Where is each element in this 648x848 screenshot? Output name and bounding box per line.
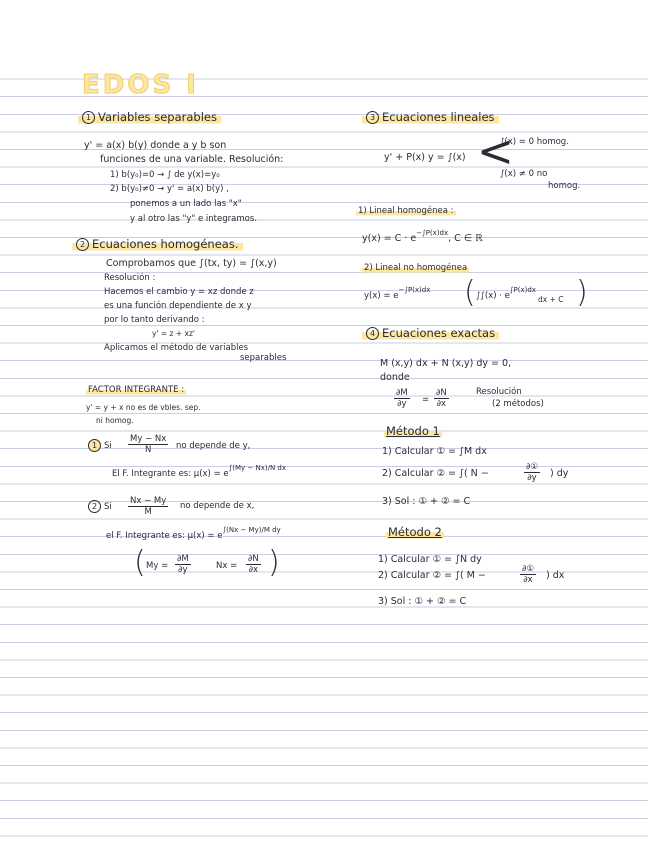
s4-frac-dn: $\frac{\partial N}{\partial x}$ xyxy=(436,388,447,409)
s2-line-8: separables xyxy=(240,353,287,363)
fi-legend-close-paren: ) xyxy=(268,545,280,580)
s2-line-1: Comprobamos que ∫(tx, ty) = ∫(x,y) xyxy=(106,258,277,269)
fi-legend-open-paren: ( xyxy=(134,545,146,580)
s3-h2-eq: $y(x) = e^{-\int P(x)dx}$ xyxy=(364,286,431,301)
fi-case-1-frac-den: N xyxy=(144,445,152,455)
s1-line-2: funciones de una variable. Resolución: xyxy=(100,154,284,165)
s2-line-4: es una función dependiente de x y xyxy=(104,301,252,311)
section-4-number: 4 xyxy=(366,327,379,340)
s3-h2-tail: dx + C xyxy=(538,295,564,304)
fi-case-2 xyxy=(88,500,112,513)
s2-line-7: Aplicamos el método de variables xyxy=(104,343,249,353)
fi-heading: FACTOR INTEGRANTE : xyxy=(88,385,185,395)
fi-line-2: ni homog. xyxy=(96,416,134,425)
s4-m1-step-2-tail: ) dy xyxy=(550,468,569,479)
s4-m2-step-2-frac: ∂① ∂x xyxy=(522,564,535,585)
s4-m1-step-3: 3) Sol : ① + ② = C xyxy=(382,496,471,507)
top-margin xyxy=(0,0,648,64)
s4-m2-step-1: 1) Calcular ① = ∫N dy xyxy=(378,554,482,565)
s2-line-6: y' = z + xz' xyxy=(152,329,195,338)
fi-legend-nx-frac: $\frac{\partial N}{\partial x}$ xyxy=(248,554,259,575)
fi-case-1 xyxy=(88,439,112,452)
s4-m1-step-2-frac: ∂① ∂y xyxy=(526,462,539,483)
s3-h2-inner: $\int\int(x) \cdot e^{\int P(x)dx}$ xyxy=(476,286,536,301)
s4-m1-step-1: 1) Calcular ① = ∫M dx xyxy=(382,446,487,457)
fi-case-2-tail: no depende de x, xyxy=(180,501,255,511)
s4-m2-step-2: 2) Calcular ② = ∫( M − xyxy=(378,570,486,581)
section-4-heading xyxy=(362,325,499,341)
s4-m1-step-2: 2) Calcular ② = ∫( N − xyxy=(382,468,489,479)
fi-case-1-result: El F. Integrante es: $\mu(x) = e^{\int(My - Nx)/N dx}$ xyxy=(112,464,287,479)
section-1-number: 1 xyxy=(82,111,95,124)
fi-case-2-frac-num: Nx − My xyxy=(130,496,167,506)
s3-equation: y' + P(x) y = ∫(x) xyxy=(384,152,466,163)
fi-case-1-frac-num: My − Nx xyxy=(130,434,167,444)
s2-line-3: Hacemos el cambio y = xz donde z xyxy=(104,287,254,297)
s3-h1-eq: $y(x) = C \cdot e^{-\int P(x)dx}$, C ∈ ℝ xyxy=(362,229,483,244)
s3-h1: 1) Lineal homogénea : xyxy=(358,206,454,216)
s4-equals: = xyxy=(422,395,430,405)
section-4-title: Ecuaciones exactas xyxy=(382,326,496,340)
fi-case-2-fraction xyxy=(128,496,168,517)
s2-line-2: Resolución : xyxy=(104,273,156,283)
s1-line-3: 1) b(y₀)=0 → ∫ de y(x)=y₀ xyxy=(110,170,220,180)
section-2-title: Ecuaciones homogéneas. xyxy=(92,237,239,251)
fi-case-1-fraction xyxy=(128,434,168,455)
s4-method-1-heading: Método 1 xyxy=(386,424,440,438)
page-title: EDOS I xyxy=(82,70,199,100)
fi-case-1-number: 1 xyxy=(88,439,101,452)
s1-line-6: y al otro las "y" e integramos. xyxy=(130,214,257,224)
s3-h2-open-paren: ( xyxy=(464,275,476,310)
s3-brace: < xyxy=(477,126,514,177)
s3-branch-1: ∫(x) = 0 homog. xyxy=(500,137,569,147)
section-3-heading xyxy=(362,109,499,125)
section-2-heading xyxy=(72,236,243,252)
section-2-number: 2 xyxy=(76,238,89,251)
s4-line-1: M (x,y) dx + N (x,y) dy = 0, xyxy=(380,358,512,369)
fi-legend-my: My = xyxy=(146,561,169,571)
s2-line-5: por lo tanto derivando : xyxy=(104,315,205,325)
fi-case-2-exponent: ∫(Nx − My)/M dy xyxy=(222,526,281,534)
fi-case-2-number: 2 xyxy=(88,500,101,513)
section-3-title: Ecuaciones lineales xyxy=(382,110,495,124)
s4-frac-dm: $\frac{\partial M}{\partial y}$ xyxy=(396,388,408,409)
fi-case-1-si: Si xyxy=(104,441,112,451)
s3-h2-inner-exponent: ∫P(x)dx xyxy=(509,286,536,294)
s1-line-4: 2) b(y₀)≠0 → y' = a(x) b(y) , xyxy=(110,184,229,194)
s4-method-2-heading: Método 2 xyxy=(388,525,442,539)
s4-m2-step-2-tail: ) dx xyxy=(546,570,565,581)
s3-h2: 2) Lineal no homogénea xyxy=(364,263,468,273)
s4-resolution-2: (2 métodos) xyxy=(492,399,544,409)
section-1-heading xyxy=(78,109,221,125)
fi-case-1-exponent: ∫(My − Nx)/N dx xyxy=(228,464,287,472)
fi-case-2-frac-den: M xyxy=(144,507,152,517)
fi-case-2-si: Si xyxy=(104,502,112,512)
s1-line-1: y' = a(x) b(y) donde a y b son xyxy=(84,140,227,151)
s3-h2-close-paren: ) xyxy=(576,275,588,310)
fi-case-1-tail: no depende de y, xyxy=(176,441,251,451)
s1-line-5: ponemos a un lado las "x" xyxy=(130,199,242,209)
s4-line-2: donde xyxy=(380,372,410,383)
s3-branch-2: ∫(x) ≠ 0 no xyxy=(500,169,548,179)
s3-h2-exponent: −∫P(x)dx xyxy=(398,286,431,294)
s3-branch-2b: homog. xyxy=(548,181,581,191)
s4-m2-step-3: 3) Sol : ① + ② = C xyxy=(378,596,467,607)
fi-line-1: y' = y + x no es de vbles. sep. xyxy=(86,403,201,412)
section-3-number: 3 xyxy=(366,111,379,124)
fi-case-2-result: el F. Integrante es: $\mu(x) = e^{\int(Nx - My)/M dy}$ xyxy=(106,526,281,541)
section-1-title: Variables separables xyxy=(98,110,217,124)
fi-legend-my-frac: $\frac{\partial M}{\partial y}$ xyxy=(177,554,189,575)
fi-legend-nx: Nx = xyxy=(216,561,238,571)
s4-resolution: Resolución xyxy=(476,387,522,397)
s3-h1-exponent: −∫P(x)dx xyxy=(416,229,449,237)
